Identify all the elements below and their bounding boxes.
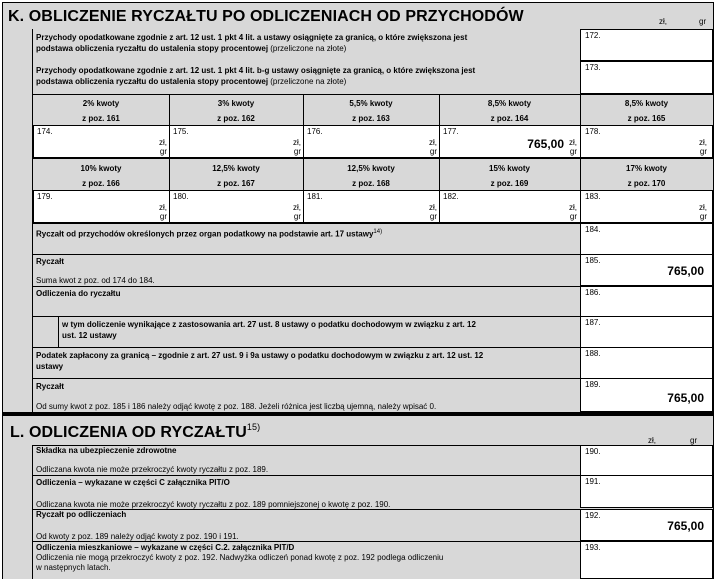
field-178-gr: gr	[699, 147, 707, 156]
row-184-footnote: 14)	[373, 229, 383, 235]
row-172-line2-rest: (przeliczone na złote)	[268, 44, 347, 53]
row-192-title: Ryczałt po odliczeniach	[36, 510, 127, 519]
grid2-rate-180: 12,5% kwoty	[212, 164, 260, 173]
field-185-value: 765,00	[667, 264, 704, 278]
row-184-text: Ryczałt od przychodów określonych przez organ podatkowy na podstawie art. 17 ustawy	[36, 229, 374, 239]
field-186-number: 186.	[585, 288, 601, 297]
field-184-number: 184.	[585, 225, 601, 234]
field-187-number: 187.	[585, 318, 601, 327]
row-186-title: Odliczenia do ryczałtu	[36, 289, 121, 298]
row-190-sub: Odliczana kwota nie może przekroczyć kwoty ryczałtu z poz. 189.	[36, 465, 269, 474]
row-173-line2-bold: podstawa obliczenia ryczałtu do ustalenia stopy procentowej	[36, 77, 269, 86]
row-191-title: Odliczenia – wykazane w części C załącznika PIT/O	[36, 478, 230, 487]
grid1-ref-175: z poz. 162	[217, 114, 255, 123]
unit-gr-header: gr	[699, 17, 707, 26]
field-182-zl: zł,	[569, 203, 577, 212]
field-179-number: 179.	[37, 192, 53, 201]
field-174-zl: zł,	[159, 138, 167, 147]
field-179-gr: gr	[159, 212, 167, 221]
field-193-number: 193.	[585, 543, 601, 552]
grid1-ref-174: z poz. 161	[82, 114, 120, 123]
field-177-gr: gr	[569, 147, 577, 156]
field-177-zl: zł,	[569, 138, 577, 147]
field-183-number: 183.	[585, 192, 601, 201]
field-177-number: 177.	[443, 127, 459, 136]
field-178-number: 178.	[585, 127, 601, 136]
grid2-ref-179: z poz. 166	[82, 179, 120, 188]
row-187-line2: ust. 12 ustawy	[62, 331, 117, 340]
field-180-zl: zł,	[293, 203, 301, 212]
row-190-title: Składka na ubezpieczenie zdrowotne	[36, 446, 177, 455]
field-192-value: 765,00	[667, 519, 704, 533]
grid1-ref-177: z poz. 164	[490, 114, 529, 123]
field-175-gr: gr	[293, 147, 301, 156]
field-178-zl: zł,	[699, 138, 707, 147]
field-183-zl: zł,	[699, 203, 707, 212]
row-189-sub: Od sumy kwot z poz. 185 i 186 należy odjąć kwotę z poz. 188. Jeżeli różnica jest liczbą ujemną, należy wpisać 0.	[36, 402, 437, 411]
grid1-rate-176: 5,5% kwoty	[349, 99, 393, 108]
field-176-number: 176.	[307, 127, 323, 136]
row-188-line2: ustawy	[36, 362, 64, 371]
grid2-rate-181: 12,5% kwoty	[347, 164, 395, 173]
grid2-ref-183: z poz. 170	[627, 179, 666, 188]
unit-zl-header-l: zł,	[648, 436, 656, 445]
field-185-number: 185.	[585, 256, 601, 265]
field-180-gr: gr	[293, 212, 301, 221]
field-180-number: 180.	[173, 192, 189, 201]
field-181-number: 181.	[307, 192, 323, 201]
field-181-gr: gr	[429, 212, 437, 221]
field-179-zl: zł,	[159, 203, 167, 212]
unit-zl-header: zł,	[659, 17, 667, 26]
field-188-number: 188.	[585, 349, 601, 358]
field-172-number: 172.	[585, 31, 601, 40]
field-182-number: 182.	[443, 192, 459, 201]
grid2-ref-180: z poz. 167	[217, 179, 255, 188]
row-191-sub: Odliczana kwota nie może przekroczyć kwoty ryczałtu z poz. 189 pomniejszonej o kwotę z poz. 190.	[36, 500, 391, 509]
row-187-line1: w tym doliczenie wynikające z zastosowania art. 27 ust. 8 ustawy o podatku dochodowym w związku z art. 12	[62, 320, 476, 329]
section-k-title: K. OBLICZENIE RYCZAŁTU PO ODLICZENIACH OD PRZYCHODÓW	[8, 8, 524, 25]
field-175-zl: zł,	[293, 138, 301, 147]
unit-gr-header-l: gr	[690, 436, 698, 445]
grid1-rate-175: 3% kwoty	[217, 99, 255, 108]
field-181-zl: zł,	[429, 203, 437, 212]
row-188-line1: Podatek zapłacony za granicą – zgodnie z art. 27 ust. 9 i 9a ustawy o podatku dochodowym w związku z art. 12 ust. 12	[36, 351, 484, 360]
row-185-sub: Suma kwot z poz. od 174 do 184.	[36, 276, 155, 285]
field-189-number: 189.	[585, 380, 601, 389]
row-185-title: Ryczałt	[36, 257, 65, 266]
grid2-rate-179: 10% kwoty	[80, 164, 122, 173]
field-177-value: 765,00	[527, 137, 564, 151]
grid2-rate-182: 15% kwoty	[489, 164, 530, 173]
field-189-value: 765,00	[667, 391, 704, 405]
grid2-rate-183: 17% kwoty	[626, 164, 667, 173]
row-192-sub: Od kwoty z poz. 189 należy odjąć kwoty z poz. 190 i 191.	[36, 532, 239, 541]
field-174-number: 174.	[37, 127, 53, 136]
row-173-line2-rest: (przeliczone na złote)	[268, 77, 347, 86]
row-172-line2-bold: podstawa obliczenia ryczałtu do ustalenia stopy procentowej	[36, 44, 269, 53]
row-193-sub2: w następnych latach.	[36, 563, 111, 572]
field-190-number: 190.	[585, 447, 601, 456]
field-183-gr: gr	[699, 212, 707, 221]
grid1-rate-177: 8,5% kwoty	[487, 99, 532, 108]
section-l-title: L. ODLICZENIA OD RYCZAŁTU	[10, 424, 247, 441]
field-176-zl: zł,	[429, 138, 437, 147]
row-172-line1: Przychody opodatkowane zgodnie z art. 12 ust. 1 pkt 4 lit. a ustawy osiągnięte za granicą, o które zwiększona jest	[36, 33, 468, 42]
row-193-sub1: Odliczenia nie mogą przekroczyć kwoty z poz. 192. Nadwyżka odliczeń ponad kwotę z poz. 192 podlega odliczeniu	[36, 553, 444, 562]
section-l-footnote: 15)	[246, 422, 261, 432]
field-174-gr: gr	[159, 147, 167, 156]
grid1-ref-176: z poz. 163	[352, 114, 390, 123]
grid1-rate-178: 8,5% kwoty	[624, 99, 669, 108]
grid2-ref-181: z poz. 168	[352, 179, 390, 188]
field-173-number: 173.	[585, 63, 601, 72]
grid1-ref-178: z poz. 165	[627, 114, 666, 123]
row-173-line1: Przychody opodatkowane zgodnie z art. 12 ust. 1 pkt 4 lit. b-g ustawy osiągnięte za granicą, o które zwiększona jest	[36, 66, 476, 75]
field-192-number: 192.	[585, 511, 601, 520]
field-191-number: 191.	[585, 477, 601, 486]
field-176-gr: gr	[429, 147, 437, 156]
grid2-ref-182: z poz. 169	[490, 179, 529, 188]
field-175-number: 175.	[173, 127, 189, 136]
field-182-gr: gr	[569, 212, 577, 221]
grid1-rate-174: 2% kwoty	[82, 99, 120, 108]
row-189-title: Ryczałt	[36, 382, 65, 391]
row-193-title: Odliczenia mieszkaniowe – wykazane w części C.2. załącznika PIT/D	[36, 543, 295, 552]
